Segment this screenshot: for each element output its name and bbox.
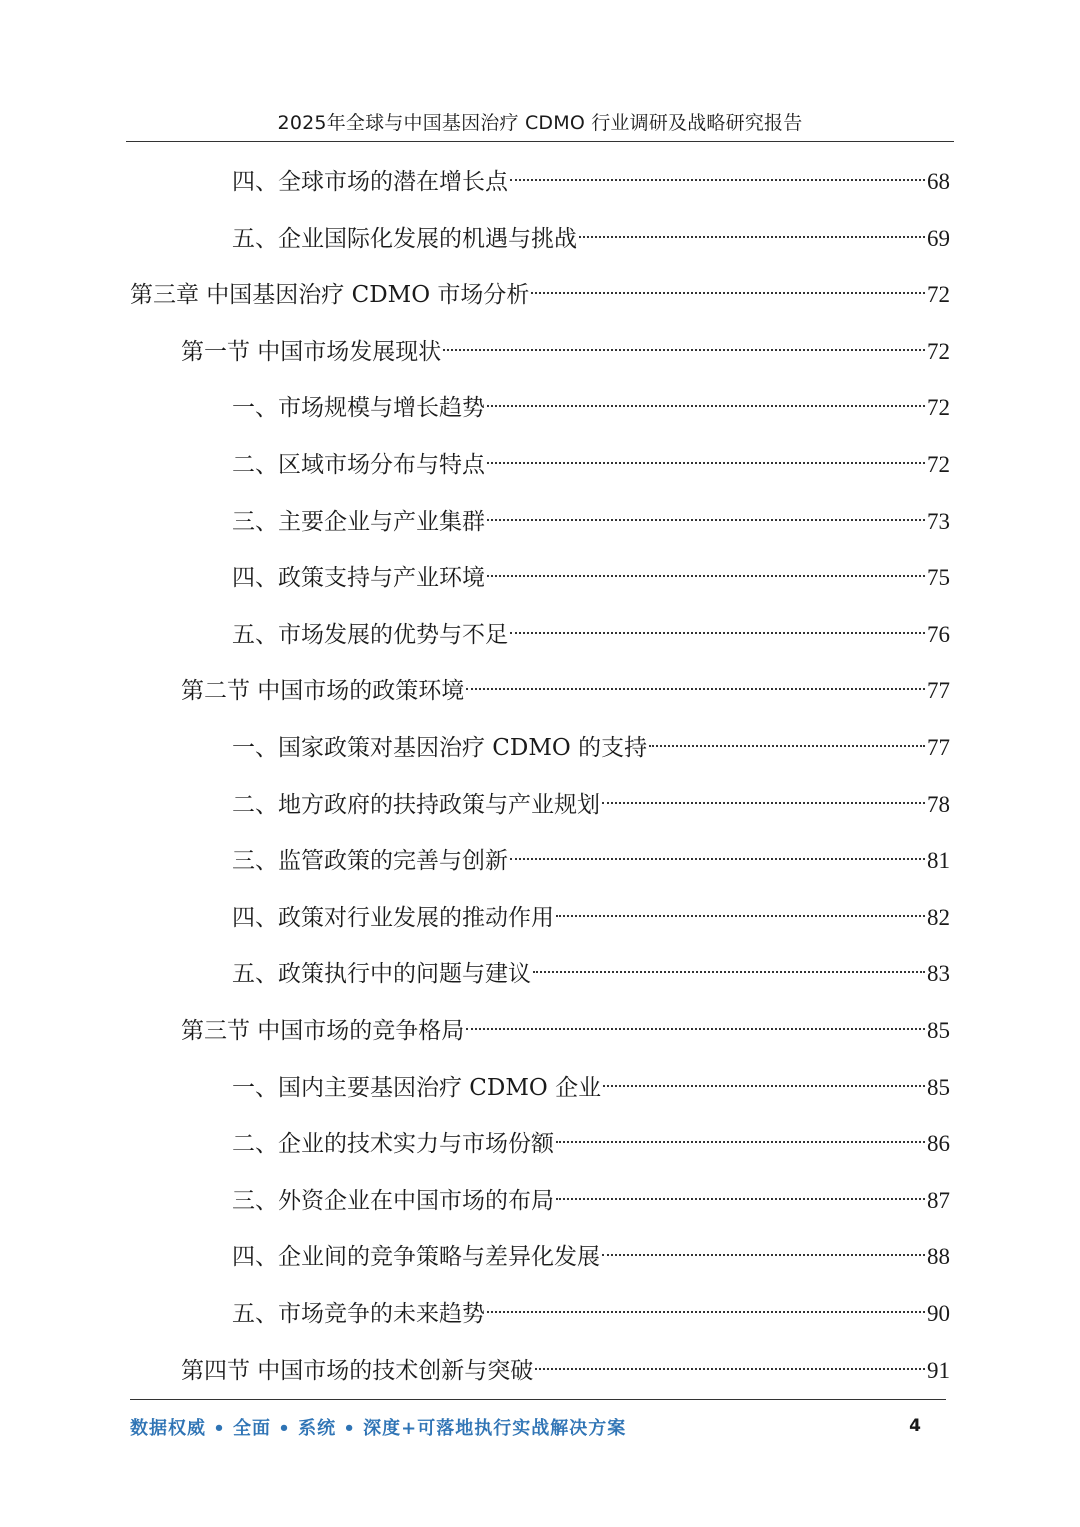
toc-entry[interactable] xyxy=(232,778,950,818)
toc-entry-page: 72 xyxy=(927,338,950,364)
toc-entry-title: 一、国家政策对基因治疗 CDMO 的支持 xyxy=(232,735,648,761)
toc-entry-title: 五、市场竞争的未来趋势 xyxy=(232,1301,485,1327)
toc-dot-leader xyxy=(487,381,925,415)
toc-entry[interactable] xyxy=(232,891,950,931)
toc-entry-title: 五、企业国际化发展的机遇与挑战 xyxy=(232,225,577,252)
toc-entry-page: 75 xyxy=(927,565,950,591)
toc-entry[interactable] xyxy=(232,1117,950,1158)
toc-entry[interactable] xyxy=(232,834,950,875)
toc-entry-title: 五、市场发展的优势与不足 xyxy=(232,621,508,648)
toc-entry-page: 78 xyxy=(927,791,950,817)
toc-dot-leader xyxy=(556,891,925,925)
toc-entry-title: 四、政策对行业发展的推动作用 xyxy=(232,904,554,931)
toc-entry-page: 86 xyxy=(927,1131,950,1157)
toc-dot-leader xyxy=(487,438,925,472)
report-header-title: 2025年全球与中国基因治疗 CDMO 行业调研及战略研究报告 xyxy=(277,112,803,134)
toc-entry-title: 三、监管政策的完善与创新 xyxy=(232,848,508,875)
toc-entry[interactable] xyxy=(181,1004,950,1044)
toc-entry-title: 第二节 中国市场的政策环境 xyxy=(181,678,465,705)
toc-entry-title: 四、企业间的竞争策略与差异化发展 xyxy=(232,1244,600,1271)
toc-dot-leader xyxy=(510,834,925,868)
toc-entry-title: 三、外资企业在中国市场的布局 xyxy=(232,1187,554,1214)
toc-dot-leader xyxy=(556,1117,925,1151)
toc-dot-leader xyxy=(602,1230,925,1264)
toc-dot-leader xyxy=(510,155,925,189)
toc-entry-page: 88 xyxy=(927,1244,950,1270)
toc-dot-leader xyxy=(443,325,925,359)
toc-dot-leader xyxy=(531,268,925,302)
toc-entry[interactable] xyxy=(130,268,950,309)
toc-entry-page: 85 xyxy=(927,1018,950,1043)
toc-entry-page: 72 xyxy=(927,282,950,308)
toc-dot-leader xyxy=(510,608,925,642)
toc-dot-leader xyxy=(466,1004,925,1038)
toc-dot-leader xyxy=(487,1287,925,1321)
toc-entry-page: 81 xyxy=(927,848,950,874)
toc-entry-title: 三、主要企业与产业集群 xyxy=(232,508,485,535)
toc-entry-page: 83 xyxy=(927,961,950,987)
toc-entry-page: 90 xyxy=(927,1301,950,1326)
toc-entry[interactable] xyxy=(181,664,950,705)
toc-dot-leader xyxy=(535,1344,925,1378)
toc-entry-title: 二、企业的技术实力与市场份额 xyxy=(232,1131,554,1158)
toc-entry[interactable] xyxy=(181,1344,950,1384)
toc-entry[interactable] xyxy=(181,325,950,365)
page-number: 4 xyxy=(909,1416,921,1436)
toc-entry-page: 69 xyxy=(927,225,950,251)
toc-entry[interactable] xyxy=(232,551,950,592)
toc-entry-page: 85 xyxy=(927,1074,950,1100)
toc-entry-page: 72 xyxy=(927,452,950,477)
toc-dot-leader xyxy=(487,495,925,529)
toc-dot-leader xyxy=(602,778,925,812)
toc-entry-title: 五、政策执行中的问题与建议 xyxy=(232,961,531,988)
toc-entry-page: 91 xyxy=(927,1357,950,1383)
toc-entry-title: 一、市场规模与增长趋势 xyxy=(232,395,485,422)
toc-entry-title: 一、国内主要基因治疗 CDMO 企业 xyxy=(232,1074,602,1101)
toc-dot-leader xyxy=(487,551,925,585)
toc-entry-page: 72 xyxy=(927,395,950,421)
toc-entry[interactable] xyxy=(232,381,950,422)
toc-entry-title: 第四节 中国市场的技术创新与突破 xyxy=(181,1357,534,1384)
toc-entry-title: 第三节 中国市场的竞争格局 xyxy=(181,1018,465,1044)
toc-dot-leader xyxy=(579,212,925,246)
toc-entry-page: 82 xyxy=(927,904,950,930)
toc-entry-title: 二、区域市场分布与特点 xyxy=(232,452,485,478)
toc-entry-title: 四、全球市场的潜在增长点 xyxy=(232,169,508,195)
toc-dot-leader xyxy=(466,664,925,698)
toc-dot-leader xyxy=(603,1061,925,1095)
toc-entry[interactable] xyxy=(232,438,950,478)
header-divider xyxy=(126,141,954,142)
toc-entry[interactable] xyxy=(232,1061,950,1101)
toc-entry-title: 二、地方政府的扶持政策与产业规划 xyxy=(232,791,600,818)
toc-entry[interactable] xyxy=(232,608,950,648)
toc-entry[interactable] xyxy=(232,495,950,535)
toc-entry[interactable] xyxy=(232,1287,950,1327)
toc-entry-title: 第一节 中国市场发展现状 xyxy=(181,338,442,365)
toc-entry-page: 68 xyxy=(927,169,950,194)
toc-entry[interactable] xyxy=(232,212,950,252)
toc-dot-leader xyxy=(533,947,925,981)
toc-entry-page: 76 xyxy=(927,621,950,647)
toc-dot-leader xyxy=(649,721,925,755)
toc-entry[interactable] xyxy=(232,721,950,761)
toc-entry[interactable] xyxy=(232,947,950,988)
footer-divider xyxy=(130,1399,946,1400)
footer-slogan: 数据权威 • 全面 • 系统 • 深度+可落地执行实战解决方案 xyxy=(130,1418,627,1439)
toc-entry-page: 73 xyxy=(927,508,950,534)
toc-entry[interactable] xyxy=(232,1230,950,1271)
toc-entry[interactable] xyxy=(232,155,950,195)
toc-entry-page: 77 xyxy=(927,678,950,704)
toc-entry[interactable] xyxy=(232,1174,950,1214)
toc-entry-page: 77 xyxy=(927,735,950,760)
toc-dot-leader xyxy=(556,1174,925,1208)
toc-entry-title: 四、政策支持与产业环境 xyxy=(232,565,485,592)
toc-entry-page: 87 xyxy=(927,1187,950,1213)
toc-entry-title: 第三章 中国基因治疗 CDMO 市场分析 xyxy=(130,282,530,309)
